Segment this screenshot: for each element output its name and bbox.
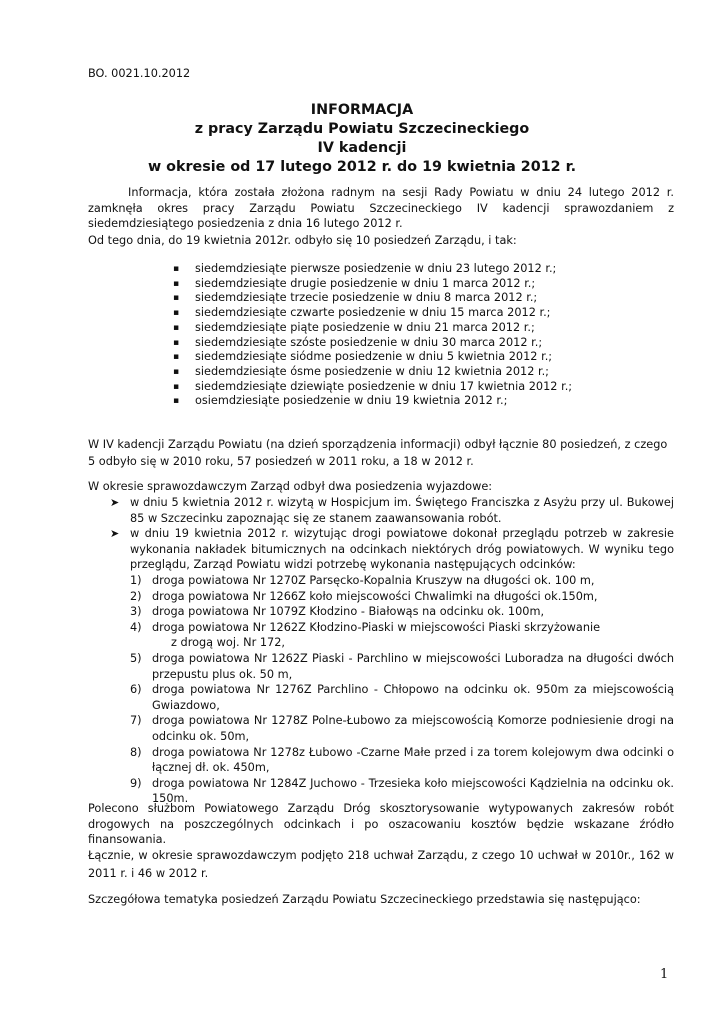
list-item: ▪ siedemdziesiąte piąte posiedzenie w dniu 21 marca 2012 r.; <box>173 320 535 334</box>
meetings-intro: Od tego dnia, do 19 kwietnia 2012r. odbyło się 10 posiedzeń Zarządu, i tak: <box>88 234 517 247</box>
road-item: 6) droga powiatowa Nr 1276Z Parchlino - Chłopowo na odcinku ok. 950m za miejscowością Gwiazdowo, <box>130 683 674 712</box>
term-summary <box>88 436 674 470</box>
arrow-bullet-icon: ➤ <box>110 496 120 509</box>
list-item: ▪ siedemdziesiąte siódme posiedzenie w dniu 5 kwietnia 2012 r.; <box>173 350 553 364</box>
title-line: IV kadencji <box>317 140 407 156</box>
list-item: ▪ siedemdziesiąte trzecie posiedzenie w dniu 8 marca 2012 r.; <box>173 291 538 305</box>
meetings-list <box>173 262 572 409</box>
intro-text: Informacja, która została złożona radnym na sesji Rady Powiatu w dniu 24 lutego 2012 r. zamknęła okres pracy Zarządu Powiatu Szczecineckiego IV kadencji sprawozdaniem z siedemdziesiątego posiedzenia z dnia 16 lutego 2012 r. <box>88 186 674 231</box>
road-costing-paragraph: Polecono służbom Powiatowego Zarządu Dróg skosztorysowanie wytypowanych zakresów robót drogowych na poszczególnych odcinkach i po oszacowaniu kosztów będzie wskazane źródło finansowania. <box>88 802 674 847</box>
term-summary-line: 5 odbyło się w 2010 roku, 57 posiedzeń w 2011 roku, a 18 w 2012 r. <box>88 455 474 468</box>
list-item: ▪ siedemdziesiąte dziewiąte posiedzenie w dniu 17 kwietnia 2012 r.; <box>173 379 573 393</box>
bullet-icon: ▪ <box>173 337 180 348</box>
road-item: 4) droga powiatowa Nr 1262Z Kłodzino-Piaski w miejscowości Piaski skrzyżowanie z drogą woj. Nr 172, <box>130 620 601 650</box>
bullet-icon: ▪ <box>173 293 180 304</box>
road-item: 8) droga powiatowa Nr 1278z Łubowo -Czarne Małe przed i za torem kolejowym dwa odcinki o łącznej dł. ok. 450m, <box>130 745 674 775</box>
intro-paragraph <box>88 185 674 232</box>
bullet-icon: ▪ <box>173 308 180 319</box>
bullet-icon: ▪ <box>173 322 180 333</box>
arrow-bullet-icon: ➤ <box>110 527 120 541</box>
list-item: ▪ siedemdziesiąte pierwsze posiedzenie w dniu 23 lutego 2012 r.; <box>173 262 557 275</box>
term-summary-line: W IV kadencji Zarządu Powiatu (na dzień sporządzenia informacji) odbył łącznie 80 posiedzeń, z czego <box>88 438 668 451</box>
road-item: 9) droga powiatowa Nr 1284Z Juchowo - Trzesieka koło miejscowości Kądzielnia na odcinku ok. 150m. <box>130 776 674 806</box>
bullet-icon: ▪ <box>173 366 180 377</box>
bullet-icon: ▪ <box>173 381 180 392</box>
list-item: ▪ siedemdziesiąte szóste posiedzenie w dniu 30 marca 2012 r.; <box>173 335 543 349</box>
road-item: 3) droga powiatowa Nr 1079Z Kłodzino - Białowąs na odcinku ok. 100m, <box>130 605 545 619</box>
document-reference: BO. 0021.10.2012 <box>88 67 191 80</box>
list-item: ▪ siedemdziesiąte ósme posiedzenie w dniu 12 kwietnia 2012 r.; <box>173 364 549 378</box>
title-line: z pracy Zarządu Powiatu Szczecineckiego <box>194 121 530 137</box>
list-item: ▪ osiemdziesiąte posiedzenie w dniu 19 kwietnia 2012 r.; <box>173 394 508 408</box>
outings-heading: W okresie sprawozdawczym Zarząd odbył dwa posiedzenia wyjazdowe: <box>88 480 493 493</box>
outing-item <box>110 526 674 807</box>
list-item: ▪ siedemdziesiąte czwarte posiedzenie w dniu 15 marca 2012 r.; <box>173 306 551 320</box>
road-item: 5) droga powiatowa Nr 1262Z Piaski - Parchlino w miejscowości Luboradza na długości dwóch przepustu plus ok. 50 m, <box>130 651 674 681</box>
outings-list <box>110 495 674 807</box>
title-line: w okresie od 17 lutego 2012 r. do 19 kwietnia 2012 r. <box>147 159 577 175</box>
resolutions-paragraph: Łącznie, w okresie sprawozdawczym podjęto 218 uchwał Zarządu, z czego 10 uchwał w 2010r., 162 w 2011 r. i 46 w 2012 r. <box>88 849 674 880</box>
details-heading: Szczegółowa tematyka posiedzeń Zarządu Powiatu Szczecineckiego przedstawia się następująco: <box>88 893 641 906</box>
outing-item <box>110 495 674 526</box>
outing-text: w dniu 5 kwietnia 2012 r. wizytą w Hospicjum im. Świętego Franciszka z Asyżu przy ul. Bukowej 85 w Szczecinku zapoznając się ze stanem zaawansowania robót. <box>130 496 674 525</box>
roads-list <box>130 573 674 807</box>
outing-text: w dniu 19 kwietnia 2012 r. wizytując drogi powiatowe dokonał przeglądu potrzeb w zakresie wykonania nakładek bitumicznych na odcinkach niektórych dróg powiatowych. W wyniku tego przeglądu, Zarząd Powiatu widzi potrzebę wykonania następujących odcinków: <box>130 527 674 572</box>
page-number: 1 <box>660 967 669 982</box>
road-item: 2) droga powiatowa Nr 1266Z koło miejscowości Chwalimki na długości ok.150m, <box>130 589 598 603</box>
bullet-icon: ▪ <box>173 264 180 274</box>
road-item: 7) droga powiatowa Nr 1278Z Polne-Łubowo za miejscowością Komorze podniesienie drogi na odcinku ok. 50m, <box>130 714 674 743</box>
title-line: INFORMACJA <box>310 102 414 118</box>
list-item: ▪ siedemdziesiąte drugie posiedzenie w dniu 1 marca 2012 r.; <box>173 276 536 290</box>
bullet-icon: ▪ <box>173 396 180 407</box>
document-title <box>0 101 724 177</box>
road-item: 1) droga powiatowa Nr 1270Z Parsęcko-Kopalnia Kruszyw na długości ok. 100 m, <box>130 573 595 587</box>
bullet-icon: ▪ <box>173 352 180 363</box>
bullet-icon: ▪ <box>173 278 180 289</box>
